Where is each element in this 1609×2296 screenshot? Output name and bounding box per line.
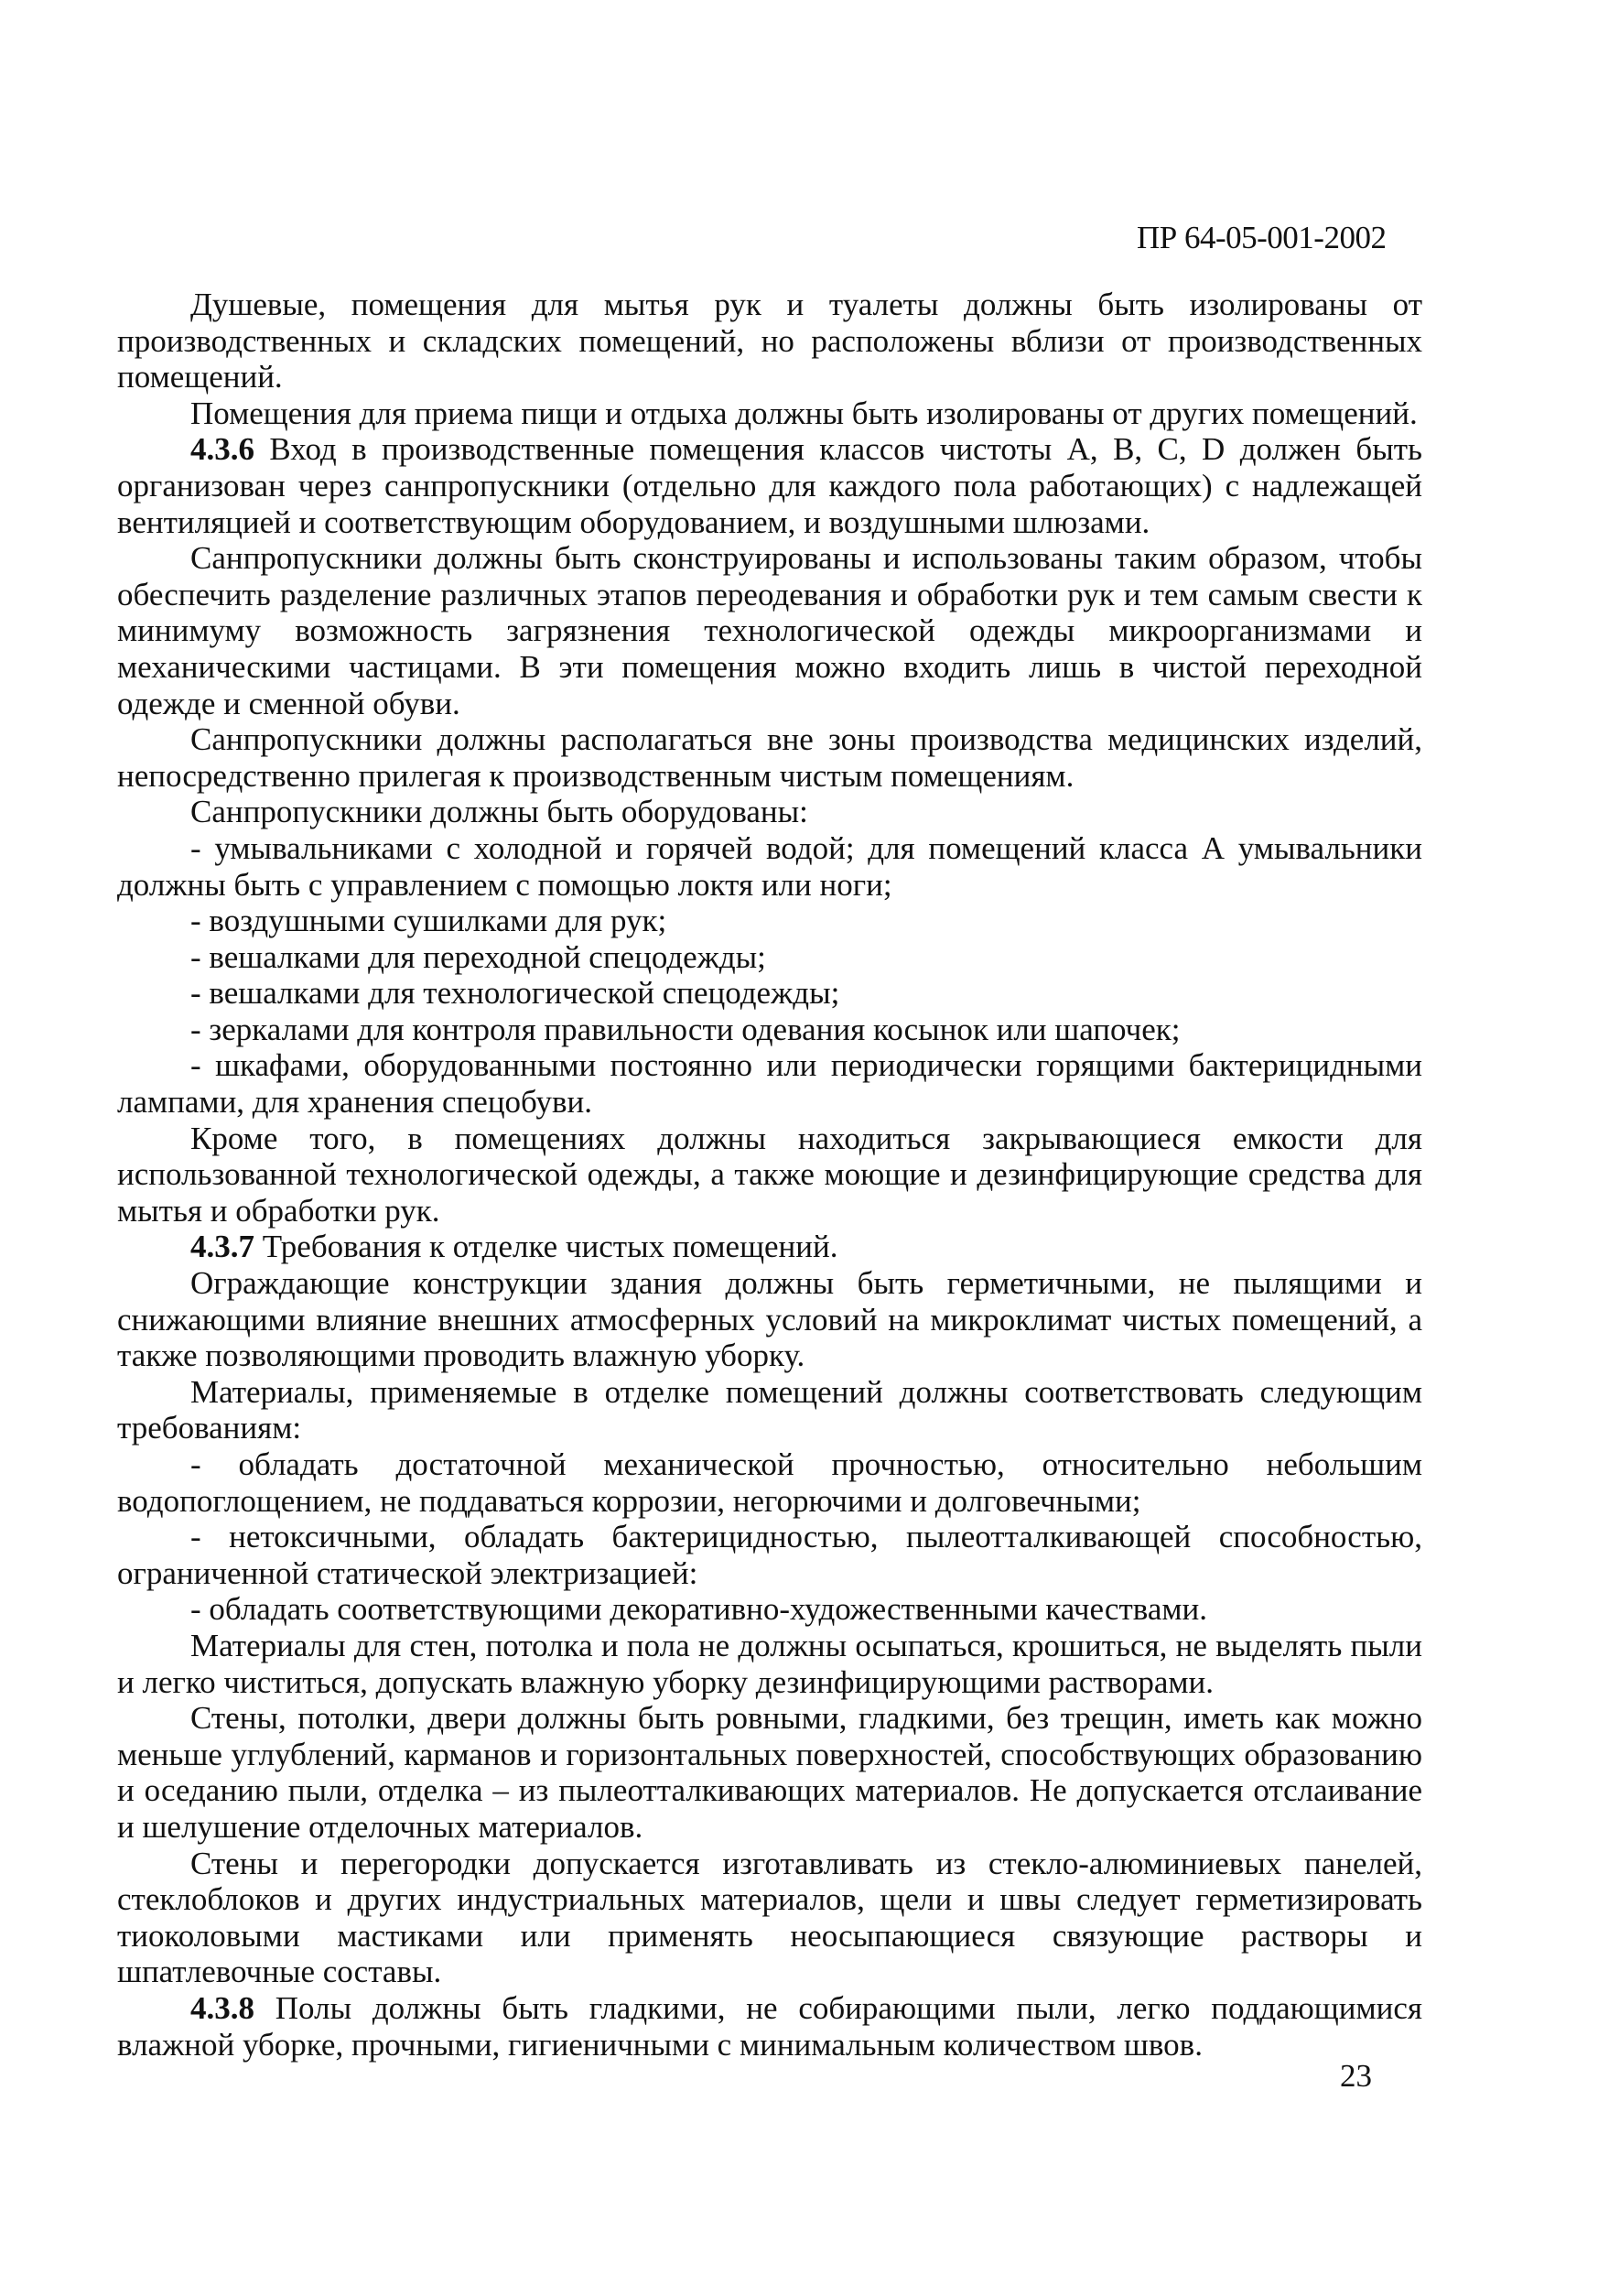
paragraph — [117, 1990, 1422, 2063]
paragraph-text: - зеркалами для контроля правильности одевания косынок или шапочек; — [190, 1011, 1181, 1047]
paragraph — [117, 540, 1422, 721]
paragraph-text: Материалы, применяемые в отделке помещений должны соответствовать следующим требованиям: — [117, 1373, 1422, 1446]
paragraph-text: Санпропускники должны быть сконструированы и использованы таким образом, чтобы обеспечить разделение различных этапов переодевания и обработки рук и тем самым свести к минимуму возможность загрязнения технологической одежды микроорганизмами и механическими частицами. В эти помещения можно входить лишь в чистой переходной одежде и сменной обуви. — [117, 540, 1422, 721]
paragraph — [117, 1628, 1422, 1700]
paragraph-text: Помещения для приема пищи и отдыха должны быть изолированы от других помещений. — [190, 395, 1418, 431]
list-item — [117, 1446, 1422, 1519]
paragraph — [117, 431, 1422, 540]
paragraph — [117, 1374, 1422, 1446]
paragraph-text: - вешалками для технологической спецодежды; — [190, 975, 840, 1012]
document-code: ПР 64-05-001-2002 — [1137, 220, 1387, 255]
list-item — [117, 1012, 1422, 1048]
clause-number: 4.3.7 — [190, 1229, 254, 1265]
paragraph-text: Вход в производственные помещения классов чистоты А, В, С, D должен быть организован через санпропускники (отдельно для каждого пола работающих) с надлежащей вентиляцией и соответствующим оборудованием, и воздушными шлюзами. — [117, 431, 1422, 540]
paragraph-text: - вешалками для переходной спецодежды; — [190, 938, 766, 975]
paragraph-text: - нетоксичными, обладать бактерицидностью, пылеотталкивающей способностью, ограниченной статической электризацией: — [117, 1519, 1422, 1591]
paragraph-text: Требования к отделке чистых помещений. — [254, 1229, 838, 1265]
paragraph — [117, 395, 1422, 432]
paragraph-text: - умывальниками с холодной и горячей водой; для помещений класса А умывальники должны быть с управлением с помощью локтя или ноги; — [117, 829, 1422, 903]
paragraph-text: Материалы для стен, потолка и пола не должны осыпаться, крошиться, не выделять пыли и легко чиститься, допускать влажную уборку дезинфицирующими растворами. — [117, 1627, 1422, 1700]
clause-number: 4.3.6 — [190, 431, 254, 468]
paragraph-text: - обладать достаточной механической прочностью, относительно небольшим водопоглощением, не поддаваться коррозии, негорючими и долговечными; — [117, 1446, 1422, 1519]
paragraph-text: Ограждающие конструкции здания должны быть герметичными, не пылящими и снижающими влияние внешних атмосферных условий на микроклимат чистых помещений, а также позволяющими проводить влажную уборку. — [117, 1265, 1422, 1374]
paragraph-text: Санпропускники должны быть оборудованы: — [190, 794, 808, 830]
paragraph — [117, 1700, 1422, 1845]
paragraph-text: Душевые, помещения для мытья рук и туалеты должны быть изолированы от производственных и складских помещений, но расположены вблизи от производственных помещений. — [117, 287, 1422, 395]
list-item — [117, 975, 1422, 1012]
paragraph-text: Стены, потолки, двери должны быть ровными, гладкими, без трещин, иметь как можно меньше углублений, карманов и горизонтальных поверхностей, способствующих образованию и оседанию пыли, отделка – из пылеотталкивающих материалов. Не допускается отслаивание и шелушение отделочных материалов. — [117, 1700, 1422, 1845]
paragraph — [117, 287, 1422, 395]
paragraph — [117, 794, 1422, 830]
paragraph-text: Полы должны быть гладкими, не собирающими пыли, легко поддающимися влажной уборке, прочными, гигиеничными с минимальным количеством швов. — [117, 1989, 1422, 2063]
paragraph-text: Кроме того, в помещениях должны находиться закрывающиеся емкости для использованной технологической одежды, а также моющие и дезинфицирующие средства для мытья и обработки рук. — [117, 1120, 1422, 1229]
paragraph — [117, 1846, 1422, 1990]
paragraph — [117, 1229, 1422, 1265]
paragraph — [117, 1265, 1422, 1374]
page-number: 23 — [1340, 2058, 1372, 2094]
list-item — [117, 1519, 1422, 1591]
paragraph — [117, 721, 1422, 794]
paragraph-text: - обладать соответствующими декоративно-художественными качествами. — [190, 1591, 1207, 1628]
paragraph — [117, 1121, 1422, 1229]
document-body — [117, 287, 1422, 2063]
list-item — [117, 1047, 1422, 1120]
paragraph-text: - воздушными сушилками для рук; — [190, 903, 667, 939]
list-item — [117, 903, 1422, 939]
paragraph-text: Санпропускники должны располагаться вне зоны производства медицинских изделий, непосредственно прилегая к производственным чистым помещениям. — [117, 721, 1422, 794]
clause-number: 4.3.8 — [190, 1989, 254, 2026]
paragraph-text: Стены и перегородки допускается изготавливать из стекло-алюминиевых панелей, стеклоблоков и других индустриальных материалов, щели и швы следует герметизировать тиоколовыми мастиками или применять неосыпающиеся связующие растворы и шпатлевочные составы. — [117, 1845, 1422, 1990]
paragraph-text: - шкафами, оборудованными постоянно или периодически горящими бактерицидными лампами, для хранения спецобуви. — [117, 1047, 1422, 1121]
list-item — [117, 1591, 1422, 1628]
list-item — [117, 830, 1422, 903]
list-item — [117, 939, 1422, 976]
